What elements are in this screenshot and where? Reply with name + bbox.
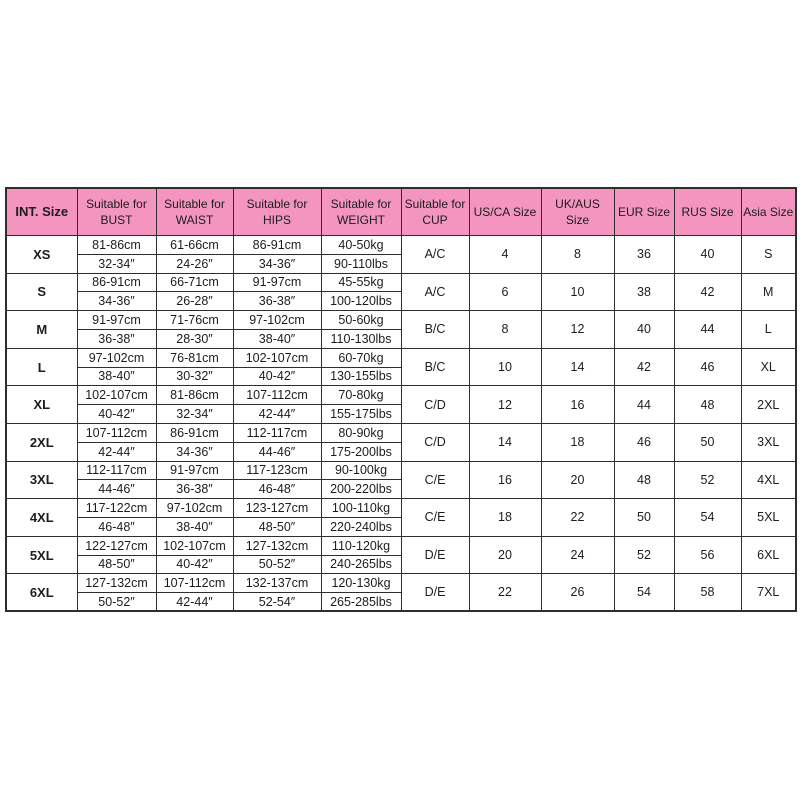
- waist-in-cell: 30-32″: [156, 367, 233, 386]
- column-header-rus: RUS Size: [674, 188, 741, 236]
- weight-kg-cell: 70-80kg: [321, 386, 401, 405]
- waist-cm-cell: 91-97cm: [156, 461, 233, 480]
- size-cell: S: [6, 273, 77, 311]
- bust-cm-cell: 97-102cm: [77, 348, 156, 367]
- rus-cell: 54: [674, 499, 741, 537]
- bust-cm-cell: 86-91cm: [77, 273, 156, 292]
- eur-cell: 48: [614, 461, 674, 499]
- weight-lbs-cell: 175-200lbs: [321, 442, 401, 461]
- asia-cell: M: [741, 273, 796, 311]
- uk-aus-cell: 24: [541, 536, 614, 574]
- column-header-weight: Suitable for WEIGHT: [321, 188, 401, 236]
- size-row-m-metric: [6, 311, 796, 330]
- size-row-2xl-metric: [6, 423, 796, 442]
- bust-in-cell: 36-38″: [77, 329, 156, 348]
- us-ca-cell: 22: [469, 574, 541, 612]
- bust-cm-cell: 102-107cm: [77, 386, 156, 405]
- waist-in-cell: 24-26″: [156, 254, 233, 273]
- waist-cm-cell: 81-86cm: [156, 386, 233, 405]
- hips-in-cell: 48-50″: [233, 517, 321, 536]
- asia-cell: S: [741, 236, 796, 274]
- weight-lbs-cell: 110-130lbs: [321, 329, 401, 348]
- waist-in-cell: 42-44″: [156, 593, 233, 612]
- waist-in-cell: 40-42″: [156, 555, 233, 574]
- rus-cell: 42: [674, 273, 741, 311]
- waist-cm-cell: 107-112cm: [156, 574, 233, 593]
- eur-cell: 46: [614, 423, 674, 461]
- us-ca-cell: 10: [469, 348, 541, 386]
- hips-cm-cell: 91-97cm: [233, 273, 321, 292]
- waist-cm-cell: 76-81cm: [156, 348, 233, 367]
- waist-cm-cell: 66-71cm: [156, 273, 233, 292]
- asia-cell: XL: [741, 348, 796, 386]
- column-header-uk_aus: UK/AUS Size: [541, 188, 614, 236]
- waist-cm-cell: 61-66cm: [156, 236, 233, 255]
- size-row-xl-metric: [6, 386, 796, 405]
- cup-cell: C/D: [401, 423, 469, 461]
- weight-kg-cell: 90-100kg: [321, 461, 401, 480]
- us-ca-cell: 20: [469, 536, 541, 574]
- hips-in-cell: 34-36″: [233, 254, 321, 273]
- size-chart-table: [5, 187, 797, 612]
- asia-cell: 2XL: [741, 386, 796, 424]
- waist-in-cell: 26-28″: [156, 292, 233, 311]
- size-cell: 4XL: [6, 499, 77, 537]
- bust-in-cell: 42-44″: [77, 442, 156, 461]
- weight-lbs-cell: 220-240lbs: [321, 517, 401, 536]
- uk-aus-cell: 14: [541, 348, 614, 386]
- hips-in-cell: 44-46″: [233, 442, 321, 461]
- weight-kg-cell: 60-70kg: [321, 348, 401, 367]
- hips-cm-cell: 97-102cm: [233, 311, 321, 330]
- size-cell: L: [6, 348, 77, 386]
- us-ca-cell: 4: [469, 236, 541, 274]
- weight-lbs-cell: 100-120lbs: [321, 292, 401, 311]
- hips-cm-cell: 86-91cm: [233, 236, 321, 255]
- bust-in-cell: 40-42″: [77, 405, 156, 424]
- cup-cell: C/E: [401, 461, 469, 499]
- hips-cm-cell: 127-132cm: [233, 536, 321, 555]
- column-header-us_ca: US/CA Size: [469, 188, 541, 236]
- uk-aus-cell: 12: [541, 311, 614, 349]
- us-ca-cell: 14: [469, 423, 541, 461]
- column-header-waist: Suitable for WAIST: [156, 188, 233, 236]
- bust-cm-cell: 107-112cm: [77, 423, 156, 442]
- waist-in-cell: 36-38″: [156, 480, 233, 499]
- eur-cell: 50: [614, 499, 674, 537]
- bust-cm-cell: 112-117cm: [77, 461, 156, 480]
- size-chart-header: [6, 188, 796, 236]
- eur-cell: 54: [614, 574, 674, 612]
- hips-in-cell: 36-38″: [233, 292, 321, 311]
- waist-in-cell: 28-30″: [156, 329, 233, 348]
- weight-kg-cell: 45-55kg: [321, 273, 401, 292]
- cup-cell: B/C: [401, 311, 469, 349]
- uk-aus-cell: 16: [541, 386, 614, 424]
- uk-aus-cell: 20: [541, 461, 614, 499]
- hips-in-cell: 46-48″: [233, 480, 321, 499]
- hips-cm-cell: 107-112cm: [233, 386, 321, 405]
- rus-cell: 50: [674, 423, 741, 461]
- size-row-5xl-metric: [6, 536, 796, 555]
- asia-cell: 5XL: [741, 499, 796, 537]
- weight-kg-cell: 40-50kg: [321, 236, 401, 255]
- size-row-s-metric: [6, 273, 796, 292]
- header-row: [6, 188, 796, 236]
- cup-cell: A/C: [401, 236, 469, 274]
- bust-cm-cell: 81-86cm: [77, 236, 156, 255]
- weight-lbs-cell: 240-265lbs: [321, 555, 401, 574]
- bust-in-cell: 38-40″: [77, 367, 156, 386]
- us-ca-cell: 16: [469, 461, 541, 499]
- weight-lbs-cell: 265-285lbs: [321, 593, 401, 612]
- weight-kg-cell: 110-120kg: [321, 536, 401, 555]
- weight-lbs-cell: 200-220lbs: [321, 480, 401, 499]
- us-ca-cell: 12: [469, 386, 541, 424]
- hips-cm-cell: 123-127cm: [233, 499, 321, 518]
- bust-cm-cell: 122-127cm: [77, 536, 156, 555]
- rus-cell: 46: [674, 348, 741, 386]
- eur-cell: 44: [614, 386, 674, 424]
- hips-in-cell: 40-42″: [233, 367, 321, 386]
- column-header-asia: Asia Size: [741, 188, 796, 236]
- bust-cm-cell: 91-97cm: [77, 311, 156, 330]
- weight-kg-cell: 50-60kg: [321, 311, 401, 330]
- cup-cell: D/E: [401, 574, 469, 612]
- cup-cell: B/C: [401, 348, 469, 386]
- weight-kg-cell: 120-130kg: [321, 574, 401, 593]
- size-row-l-metric: [6, 348, 796, 367]
- weight-kg-cell: 100-110kg: [321, 499, 401, 518]
- size-cell: 3XL: [6, 461, 77, 499]
- eur-cell: 38: [614, 273, 674, 311]
- size-chart-body: [6, 236, 796, 612]
- weight-lbs-cell: 155-175lbs: [321, 405, 401, 424]
- eur-cell: 40: [614, 311, 674, 349]
- hips-cm-cell: 102-107cm: [233, 348, 321, 367]
- rus-cell: 48: [674, 386, 741, 424]
- cup-cell: C/E: [401, 499, 469, 537]
- weight-lbs-cell: 90-110lbs: [321, 254, 401, 273]
- asia-cell: 6XL: [741, 536, 796, 574]
- weight-kg-cell: 80-90kg: [321, 423, 401, 442]
- uk-aus-cell: 8: [541, 236, 614, 274]
- rus-cell: 52: [674, 461, 741, 499]
- size-cell: 5XL: [6, 536, 77, 574]
- asia-cell: 3XL: [741, 423, 796, 461]
- size-cell: M: [6, 311, 77, 349]
- column-header-bust: Suitable for BUST: [77, 188, 156, 236]
- bust-in-cell: 34-36″: [77, 292, 156, 311]
- size-row-6xl-metric: [6, 574, 796, 593]
- size-row-xs-metric: [6, 236, 796, 255]
- column-header-int_size: INT. Size: [6, 188, 77, 236]
- asia-cell: 7XL: [741, 574, 796, 612]
- rus-cell: 40: [674, 236, 741, 274]
- waist-in-cell: 34-36″: [156, 442, 233, 461]
- uk-aus-cell: 18: [541, 423, 614, 461]
- uk-aus-cell: 22: [541, 499, 614, 537]
- cup-cell: C/D: [401, 386, 469, 424]
- bust-in-cell: 32-34″: [77, 254, 156, 273]
- bust-in-cell: 50-52″: [77, 593, 156, 612]
- size-cell: XS: [6, 236, 77, 274]
- column-header-hips: Suitable for HIPS: [233, 188, 321, 236]
- hips-in-cell: 50-52″: [233, 555, 321, 574]
- weight-lbs-cell: 130-155lbs: [321, 367, 401, 386]
- us-ca-cell: 8: [469, 311, 541, 349]
- column-header-eur: EUR Size: [614, 188, 674, 236]
- rus-cell: 58: [674, 574, 741, 612]
- us-ca-cell: 6: [469, 273, 541, 311]
- eur-cell: 42: [614, 348, 674, 386]
- size-cell: 2XL: [6, 423, 77, 461]
- cup-cell: D/E: [401, 536, 469, 574]
- hips-in-cell: 52-54″: [233, 593, 321, 612]
- hips-in-cell: 38-40″: [233, 329, 321, 348]
- eur-cell: 36: [614, 236, 674, 274]
- column-header-cup: Suitable for CUP: [401, 188, 469, 236]
- size-row-4xl-metric: [6, 499, 796, 518]
- size-cell: 6XL: [6, 574, 77, 612]
- waist-cm-cell: 102-107cm: [156, 536, 233, 555]
- uk-aus-cell: 26: [541, 574, 614, 612]
- hips-in-cell: 42-44″: [233, 405, 321, 424]
- bust-in-cell: 46-48″: [77, 517, 156, 536]
- size-row-3xl-metric: [6, 461, 796, 480]
- bust-in-cell: 48-50″: [77, 555, 156, 574]
- us-ca-cell: 18: [469, 499, 541, 537]
- waist-cm-cell: 97-102cm: [156, 499, 233, 518]
- bust-in-cell: 44-46″: [77, 480, 156, 499]
- eur-cell: 52: [614, 536, 674, 574]
- hips-cm-cell: 132-137cm: [233, 574, 321, 593]
- size-cell: XL: [6, 386, 77, 424]
- cup-cell: A/C: [401, 273, 469, 311]
- waist-cm-cell: 71-76cm: [156, 311, 233, 330]
- hips-cm-cell: 117-123cm: [233, 461, 321, 480]
- hips-cm-cell: 112-117cm: [233, 423, 321, 442]
- waist-in-cell: 38-40″: [156, 517, 233, 536]
- bust-cm-cell: 127-132cm: [77, 574, 156, 593]
- asia-cell: 4XL: [741, 461, 796, 499]
- waist-in-cell: 32-34″: [156, 405, 233, 424]
- asia-cell: L: [741, 311, 796, 349]
- bust-cm-cell: 117-122cm: [77, 499, 156, 518]
- uk-aus-cell: 10: [541, 273, 614, 311]
- waist-cm-cell: 86-91cm: [156, 423, 233, 442]
- rus-cell: 44: [674, 311, 741, 349]
- rus-cell: 56: [674, 536, 741, 574]
